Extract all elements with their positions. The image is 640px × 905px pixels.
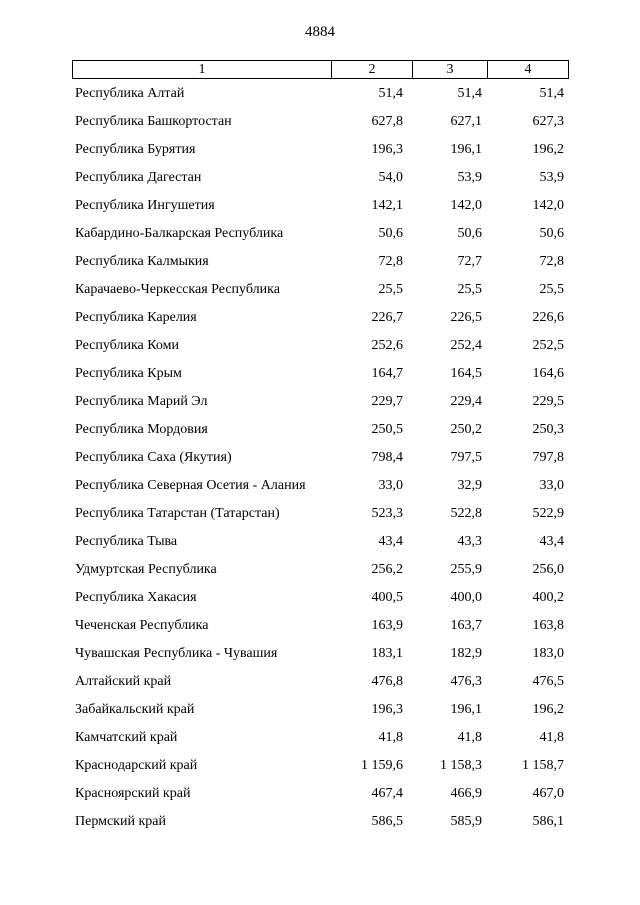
region-name: Республика Ингушетия xyxy=(75,198,215,213)
region-name: Республика Марий Эл xyxy=(75,394,208,409)
region-name: Алтайский край xyxy=(75,674,172,689)
value-col-3: 43,3 xyxy=(457,534,482,549)
value-col-3: 627,1 xyxy=(450,114,482,129)
value-col-3: 196,1 xyxy=(450,702,482,717)
value-col-3: 255,9 xyxy=(450,562,482,577)
region-name: Республика Саха (Якутия) xyxy=(75,450,232,465)
value-col-4: 50,6 xyxy=(539,226,564,241)
value-col-3: 466,9 xyxy=(450,786,482,801)
value-col-2: 50,6 xyxy=(378,226,403,241)
region-name: Республика Татарстан (Татарстан) xyxy=(75,506,280,521)
value-col-4: 586,1 xyxy=(532,814,564,829)
value-col-2: 164,7 xyxy=(371,366,403,381)
table-row xyxy=(72,696,568,724)
value-col-2: 163,9 xyxy=(371,618,403,633)
table-row xyxy=(72,388,568,416)
region-name: Республика Карелия xyxy=(75,310,197,325)
value-col-4: 163,8 xyxy=(532,618,564,633)
table-row xyxy=(72,724,568,752)
value-col-4: 142,0 xyxy=(532,198,564,213)
value-col-3: 142,0 xyxy=(450,198,482,213)
region-name: Краснодарский край xyxy=(75,758,198,773)
value-col-2: 54,0 xyxy=(378,170,403,185)
value-col-4: 72,8 xyxy=(539,254,564,269)
value-col-2: 183,1 xyxy=(371,646,403,661)
column-header-3: 3 xyxy=(413,61,488,79)
column-header-1: 1 xyxy=(73,61,332,79)
value-col-4: 522,9 xyxy=(532,506,564,521)
table-row xyxy=(72,80,568,108)
value-col-3: 400,0 xyxy=(450,590,482,605)
table-row xyxy=(72,220,568,248)
table-row xyxy=(72,164,568,192)
value-col-2: 196,3 xyxy=(371,702,403,717)
value-col-2: 196,3 xyxy=(371,142,403,157)
page-number: 4884 xyxy=(305,24,335,40)
value-col-3: 50,6 xyxy=(457,226,482,241)
table-row xyxy=(72,248,568,276)
region-name: Республика Северная Осетия - Алания xyxy=(75,478,306,493)
value-col-2: 467,4 xyxy=(371,786,403,801)
column-header-4: 4 xyxy=(488,61,569,79)
value-col-3: 32,9 xyxy=(457,478,482,493)
table-row xyxy=(72,276,568,304)
table-row xyxy=(72,304,568,332)
region-name: Республика Хакасия xyxy=(75,590,197,605)
value-col-4: 252,5 xyxy=(532,338,564,353)
region-name: Удмуртская Республика xyxy=(75,562,217,577)
region-name: Республика Мордовия xyxy=(75,422,208,437)
value-col-4: 797,8 xyxy=(532,450,564,465)
table-row xyxy=(72,528,568,556)
value-col-2: 142,1 xyxy=(371,198,403,213)
value-col-3: 163,7 xyxy=(450,618,482,633)
value-col-3: 476,3 xyxy=(450,674,482,689)
region-name: Пермский край xyxy=(75,814,166,829)
value-col-2: 256,2 xyxy=(371,562,403,577)
value-col-2: 25,5 xyxy=(378,282,403,297)
region-name: Красноярский край xyxy=(75,786,191,801)
table-row xyxy=(72,472,568,500)
value-col-4: 196,2 xyxy=(532,702,564,717)
column-header-row xyxy=(73,61,569,79)
region-name: Республика Калмыкия xyxy=(75,254,209,269)
table-row xyxy=(72,612,568,640)
table-row xyxy=(72,416,568,444)
value-col-3: 226,5 xyxy=(450,310,482,325)
value-col-4: 226,6 xyxy=(532,310,564,325)
value-col-2: 523,3 xyxy=(371,506,403,521)
value-col-2: 229,7 xyxy=(371,394,403,409)
value-col-4: 164,6 xyxy=(532,366,564,381)
value-col-4: 183,0 xyxy=(532,646,564,661)
value-col-3: 252,4 xyxy=(450,338,482,353)
value-col-2: 252,6 xyxy=(371,338,403,353)
value-col-4: 33,0 xyxy=(539,478,564,493)
value-col-3: 250,2 xyxy=(450,422,482,437)
region-name: Кабардино-Балкарская Республика xyxy=(75,226,284,241)
value-col-2: 1 159,6 xyxy=(361,758,403,773)
region-name: Карачаево-Черкесская Республика xyxy=(75,282,280,297)
value-col-3: 522,8 xyxy=(450,506,482,521)
region-name: Республика Дагестан xyxy=(75,170,202,185)
value-col-4: 467,0 xyxy=(532,786,564,801)
region-name: Чеченская Республика xyxy=(75,618,209,633)
value-col-2: 400,5 xyxy=(371,590,403,605)
value-col-4: 196,2 xyxy=(532,142,564,157)
value-col-4: 25,5 xyxy=(539,282,564,297)
value-col-3: 25,5 xyxy=(457,282,482,297)
value-col-3: 53,9 xyxy=(457,170,482,185)
value-col-4: 43,4 xyxy=(539,534,564,549)
table-row xyxy=(72,780,568,808)
value-col-3: 1 158,3 xyxy=(440,758,482,773)
region-name: Республика Бурятия xyxy=(75,142,196,157)
table-row xyxy=(72,192,568,220)
column-header-2: 2 xyxy=(332,61,413,79)
value-col-4: 627,3 xyxy=(532,114,564,129)
region-name: Республика Алтай xyxy=(75,86,185,101)
table-row xyxy=(72,668,568,696)
value-col-3: 72,7 xyxy=(457,254,482,269)
value-col-2: 798,4 xyxy=(371,450,403,465)
value-col-2: 43,4 xyxy=(378,534,403,549)
value-col-4: 476,5 xyxy=(532,674,564,689)
value-col-2: 51,4 xyxy=(378,86,403,101)
value-col-2: 72,8 xyxy=(378,254,403,269)
value-col-2: 33,0 xyxy=(378,478,403,493)
value-col-4: 400,2 xyxy=(532,590,564,605)
table-row xyxy=(72,808,568,836)
value-col-3: 41,8 xyxy=(457,730,482,745)
region-name: Чувашская Республика - Чувашия xyxy=(75,646,278,661)
region-name: Забайкальский край xyxy=(75,702,195,717)
region-name: Республика Башкортостан xyxy=(75,114,232,129)
value-col-4: 41,8 xyxy=(539,730,564,745)
table-row xyxy=(72,640,568,668)
value-col-2: 586,5 xyxy=(371,814,403,829)
table-row xyxy=(72,556,568,584)
value-col-3: 797,5 xyxy=(450,450,482,465)
value-col-2: 226,7 xyxy=(371,310,403,325)
value-col-3: 196,1 xyxy=(450,142,482,157)
value-col-4: 1 158,7 xyxy=(522,758,564,773)
value-col-3: 164,5 xyxy=(450,366,482,381)
region-name: Республика Тыва xyxy=(75,534,178,549)
value-col-3: 51,4 xyxy=(457,86,482,101)
value-col-2: 41,8 xyxy=(378,730,403,745)
region-name: Камчатский край xyxy=(75,730,178,745)
table-body xyxy=(72,80,568,836)
table-row xyxy=(72,752,568,780)
value-col-4: 256,0 xyxy=(532,562,564,577)
column-header-table xyxy=(72,60,569,79)
value-col-4: 51,4 xyxy=(539,86,564,101)
table-row xyxy=(72,108,568,136)
value-col-2: 250,5 xyxy=(371,422,403,437)
table-row xyxy=(72,136,568,164)
value-col-4: 229,5 xyxy=(532,394,564,409)
table-row xyxy=(72,500,568,528)
region-name: Республика Коми xyxy=(75,338,179,353)
value-col-3: 585,9 xyxy=(450,814,482,829)
region-name: Республика Крым xyxy=(75,366,182,381)
value-col-3: 229,4 xyxy=(450,394,482,409)
table-row xyxy=(72,360,568,388)
table-row xyxy=(72,584,568,612)
value-col-2: 627,8 xyxy=(371,114,403,129)
value-col-4: 53,9 xyxy=(539,170,564,185)
value-col-2: 476,8 xyxy=(371,674,403,689)
value-col-3: 182,9 xyxy=(450,646,482,661)
value-col-4: 250,3 xyxy=(532,422,564,437)
table-row xyxy=(72,444,568,472)
table-row xyxy=(72,332,568,360)
